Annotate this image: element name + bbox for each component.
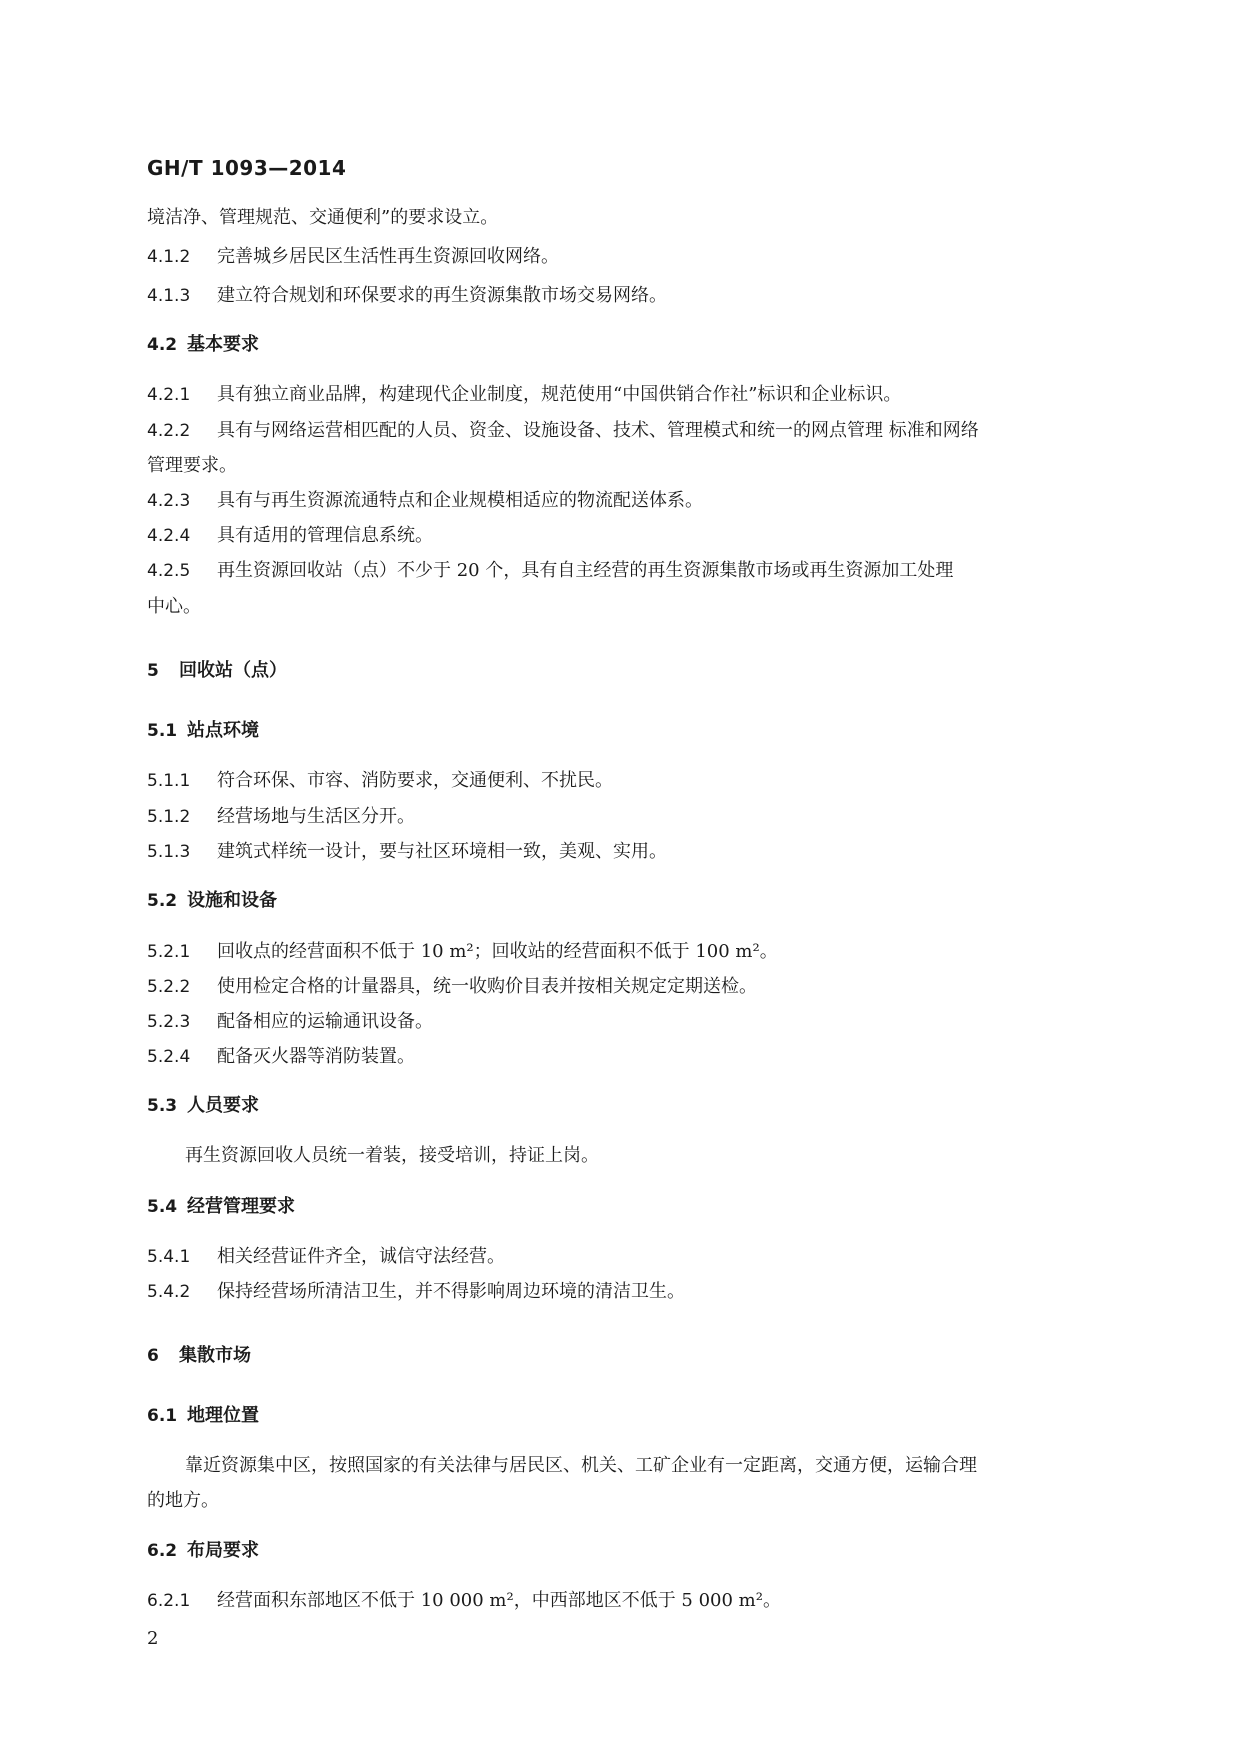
clause-5-4-1 bbox=[147, 1246, 505, 1268]
clause-number: 4.2.4 bbox=[147, 526, 191, 546]
heading-text: 人员要求 bbox=[187, 1095, 259, 1116]
standard-code: GH/T 1093—2014 bbox=[147, 156, 347, 180]
clause-text: 再生资源回收站（点）不少于 20 个，具有自主经营的再生资源集散市场或再生资源加工处理 bbox=[217, 560, 954, 581]
text-line: 中心。 bbox=[147, 596, 201, 617]
heading-number: 4.2 bbox=[147, 335, 178, 355]
heading-5-3 bbox=[147, 1095, 259, 1117]
clause-4-1-3 bbox=[147, 285, 667, 307]
clause-4-2-4 bbox=[147, 525, 433, 547]
clause-text: 具有独立商业品牌，构建现代企业制度，规范使用“中国供销合作社”标识和企业标识。 bbox=[217, 384, 902, 405]
section-6 bbox=[147, 1345, 251, 1367]
heading-number: 6.1 bbox=[147, 1406, 178, 1426]
heading-text: 经营管理要求 bbox=[187, 1196, 295, 1217]
clause-text: 建筑式样统一设计，要与社区环境相一致，美观、实用。 bbox=[217, 841, 667, 862]
clause-4-2-2 bbox=[147, 420, 979, 442]
heading-5-2 bbox=[147, 890, 277, 912]
clause-number: 5.2.2 bbox=[147, 977, 191, 997]
clause-number: 4.2.1 bbox=[147, 385, 191, 405]
heading-text: 设施和设备 bbox=[187, 890, 277, 911]
section-title: 回收站（点） bbox=[179, 660, 287, 681]
clause-4-2-5 bbox=[147, 560, 953, 582]
clause-text: 配备相应的运输通讯设备。 bbox=[217, 1011, 433, 1032]
section-5 bbox=[147, 660, 287, 682]
clause-number: 5.2.4 bbox=[147, 1047, 191, 1067]
clause-text: 具有适用的管理信息系统。 bbox=[217, 525, 433, 546]
heading-6-1 bbox=[147, 1405, 259, 1427]
clause-4-1-2 bbox=[147, 246, 559, 268]
clause-4-2-1 bbox=[147, 384, 901, 406]
clause-number: 4.2.5 bbox=[147, 561, 191, 581]
text-line: 管理要求。 bbox=[147, 455, 237, 476]
heading-number: 5.1 bbox=[147, 721, 178, 741]
clause-number: 5.2.1 bbox=[147, 942, 191, 962]
heading-5-4 bbox=[147, 1196, 295, 1218]
heading-5-1 bbox=[147, 720, 259, 742]
clause-5-2-3 bbox=[147, 1011, 433, 1033]
clause-text: 保持经营场所清洁卫生，并不得影响周边环境的清洁卫生。 bbox=[217, 1281, 685, 1302]
heading-4-2 bbox=[147, 334, 259, 356]
heading-text: 基本要求 bbox=[187, 334, 259, 355]
clause-4-2-3 bbox=[147, 490, 703, 512]
section-title: 集散市场 bbox=[179, 1345, 251, 1366]
clause-text: 经营面积东部地区不低于 10 000 m²，中西部地区不低于 5 000 m²。 bbox=[217, 1590, 781, 1611]
clause-number: 4.1.2 bbox=[147, 247, 191, 267]
heading-number: 6.2 bbox=[147, 1541, 178, 1561]
clause-number: 5.2.3 bbox=[147, 1012, 191, 1032]
clause-6-2-1 bbox=[147, 1590, 781, 1612]
paragraph: 靠近资源集中区，按照国家的有关法律与居民区、机关、工矿企业有一定距离，交通方便，运输合理 bbox=[185, 1455, 977, 1476]
clause-number: 5.1.1 bbox=[147, 771, 191, 791]
clause-5-2-2 bbox=[147, 976, 757, 998]
clause-text: 经营场地与生活区分开。 bbox=[217, 806, 415, 827]
section-number: 5 bbox=[147, 661, 159, 681]
clause-number: 5.1.2 bbox=[147, 807, 191, 827]
heading-number: 5.3 bbox=[147, 1096, 178, 1116]
clause-number: 4.1.3 bbox=[147, 286, 191, 306]
clause-5-2-1 bbox=[147, 941, 778, 963]
heading-number: 5.2 bbox=[147, 891, 178, 911]
clause-number: 6.2.1 bbox=[147, 1591, 191, 1611]
text-line: 境洁净、管理规范、交通便利”的要求设立。 bbox=[147, 207, 499, 228]
clause-text: 建立符合规划和环保要求的再生资源集散市场交易网络。 bbox=[217, 285, 667, 306]
clause-text: 配备灭火器等消防装置。 bbox=[217, 1046, 415, 1067]
text-line: 的地方。 bbox=[147, 1490, 219, 1511]
heading-text: 地理位置 bbox=[187, 1405, 259, 1426]
clause-text: 具有与再生资源流通特点和企业规模相适应的物流配送体系。 bbox=[217, 490, 703, 511]
clause-text: 使用检定合格的计量器具，统一收购价目表并按相关规定定期送检。 bbox=[217, 976, 757, 997]
page-number: 2 bbox=[147, 1628, 159, 1649]
heading-number: 5.4 bbox=[147, 1197, 178, 1217]
clause-text: 符合环保、市容、消防要求，交通便利、不扰民。 bbox=[217, 770, 613, 791]
clause-5-1-2 bbox=[147, 806, 415, 828]
paragraph: 再生资源回收人员统一着装，接受培训，持证上岗。 bbox=[185, 1145, 599, 1166]
clause-number: 5.4.1 bbox=[147, 1247, 191, 1267]
clause-text: 相关经营证件齐全，诚信守法经营。 bbox=[217, 1246, 505, 1267]
section-number: 6 bbox=[147, 1346, 159, 1366]
heading-6-2 bbox=[147, 1540, 259, 1562]
heading-text: 站点环境 bbox=[187, 720, 259, 741]
clause-number: 4.2.2 bbox=[147, 421, 191, 441]
clause-5-2-4 bbox=[147, 1046, 415, 1068]
clause-text: 具有与网络运营相匹配的人员、资金、设施设备、技术、管理模式和统一的网点管理 标准和网络 bbox=[217, 420, 979, 441]
clause-text: 回收点的经营面积不低于 10 m²；回收站的经营面积不低于 100 m²。 bbox=[217, 941, 778, 962]
clause-number: 5.1.3 bbox=[147, 842, 191, 862]
clause-5-4-2 bbox=[147, 1281, 685, 1303]
clause-text: 完善城乡居民区生活性再生资源回收网络。 bbox=[217, 246, 559, 267]
clause-number: 4.2.3 bbox=[147, 491, 191, 511]
clause-5-1-1 bbox=[147, 770, 613, 792]
clause-number: 5.4.2 bbox=[147, 1282, 191, 1302]
clause-5-1-3 bbox=[147, 841, 667, 863]
heading-text: 布局要求 bbox=[187, 1540, 259, 1561]
